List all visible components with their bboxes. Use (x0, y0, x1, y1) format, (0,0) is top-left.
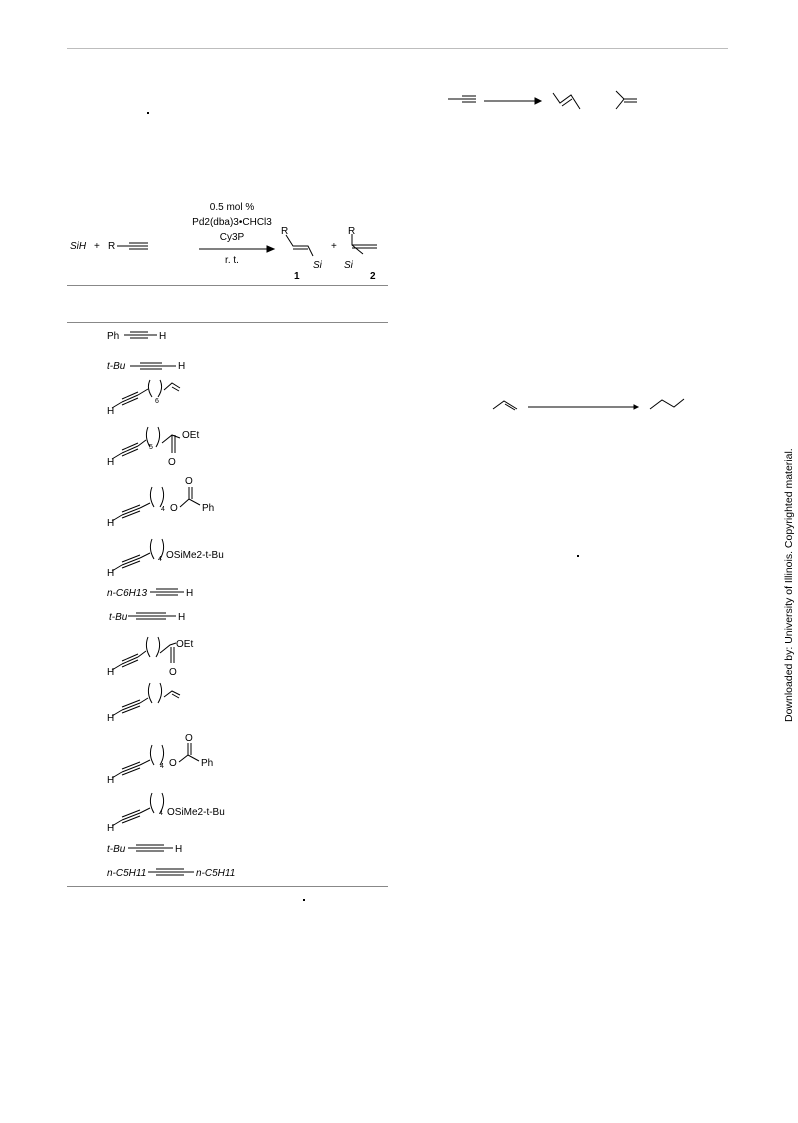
svg-text:t-Bu: t-Bu (107, 844, 126, 855)
svg-text:Ph: Ph (202, 503, 215, 514)
hydrogenation-mini-scheme (490, 393, 690, 418)
svg-text:H: H (175, 844, 183, 855)
svg-text:n-C6H13: n-C6H13 (107, 588, 148, 599)
svg-text:6: 6 (155, 398, 159, 405)
download-notice (778, 425, 798, 725)
substrate-row (107, 430, 199, 468)
svg-text:H: H (107, 775, 115, 786)
svg-text:5: 5 (149, 444, 153, 451)
dot-mark (147, 112, 149, 114)
svg-text:t-Bu: t-Bu (107, 361, 126, 372)
catalyst-name: Pd2(dba)3•CHCl3 (192, 217, 272, 228)
product2-r-label: R (348, 226, 356, 237)
substrate-column (100, 325, 240, 885)
svg-text:O: O (185, 733, 193, 744)
product1-r-label: R (281, 226, 289, 237)
reaction-scheme (67, 198, 389, 286)
product-1-number: 1 (294, 271, 300, 282)
table-rule-top (67, 285, 388, 286)
svg-text:O: O (170, 503, 178, 514)
svg-text:n-C5H11: n-C5H11 (196, 868, 236, 879)
svg-text:4: 4 (159, 810, 163, 817)
svg-text:H: H (107, 713, 115, 724)
svg-text:4: 4 (158, 556, 162, 563)
svg-text:H: H (107, 823, 115, 834)
substrate-row (107, 713, 114, 724)
product2-si-label: Si (344, 260, 353, 271)
plus-sign: + (94, 241, 100, 252)
svg-text:H: H (186, 588, 194, 599)
dot-mark (303, 899, 305, 901)
silane-label: SiH (70, 241, 87, 252)
substrate-row (107, 807, 225, 834)
svg-text:4: 4 (161, 506, 165, 513)
catalyst-loading: 0.5 mol % (209, 202, 255, 213)
svg-text:O: O (185, 476, 193, 487)
substrate-row (107, 476, 214, 529)
svg-text:OSiMe2-t-Bu: OSiMe2-t-Bu (167, 807, 225, 818)
svg-text:H: H (107, 457, 115, 468)
substrate-row (107, 844, 182, 855)
svg-text:OEt: OEt (176, 639, 194, 650)
table-rule-header (67, 322, 388, 323)
svg-text:H: H (178, 361, 186, 372)
table-rule-bottom (67, 886, 388, 887)
svg-text:O: O (168, 457, 176, 468)
substrate-row (107, 639, 193, 678)
substrate-row (109, 612, 185, 623)
svg-text:OSiMe2-t-Bu: OSiMe2-t-Bu (166, 550, 224, 561)
plus-sign: + (331, 241, 337, 252)
svg-text:H: H (107, 518, 115, 529)
header-rule (67, 48, 728, 49)
svg-text:Ph: Ph (107, 331, 120, 342)
svg-text:4: 4 (160, 763, 164, 770)
substrate-row (107, 868, 235, 879)
svg-text:t-Bu: t-Bu (109, 612, 128, 623)
svg-text:H: H (178, 612, 186, 623)
substrate-row (107, 733, 213, 786)
download-notice-text: Downloaded by: University of Illinois. Copyrighted material. (783, 448, 795, 722)
svg-text:O: O (169, 758, 177, 769)
substrate-row (107, 588, 193, 599)
svg-text:OEt: OEt (182, 430, 200, 441)
substrate-row (107, 331, 166, 342)
dot-mark (577, 555, 579, 557)
product-2-number: 2 (370, 271, 376, 282)
svg-text:H: H (107, 406, 115, 417)
substrate-row (107, 398, 159, 417)
svg-text:Ph: Ph (201, 758, 214, 769)
alkyne-r-label: R (108, 241, 116, 252)
svg-text:H: H (107, 568, 115, 579)
svg-text:O: O (169, 667, 177, 678)
svg-text:n-C5H11: n-C5H11 (107, 868, 147, 879)
svg-text:H: H (107, 667, 115, 678)
product1-si-label: Si (313, 260, 322, 271)
hydrosilylation-mini-scheme (440, 85, 640, 120)
ligand-name: Cy3P (219, 232, 245, 243)
conditions: r. t. (225, 255, 239, 266)
svg-text:H: H (159, 331, 167, 342)
